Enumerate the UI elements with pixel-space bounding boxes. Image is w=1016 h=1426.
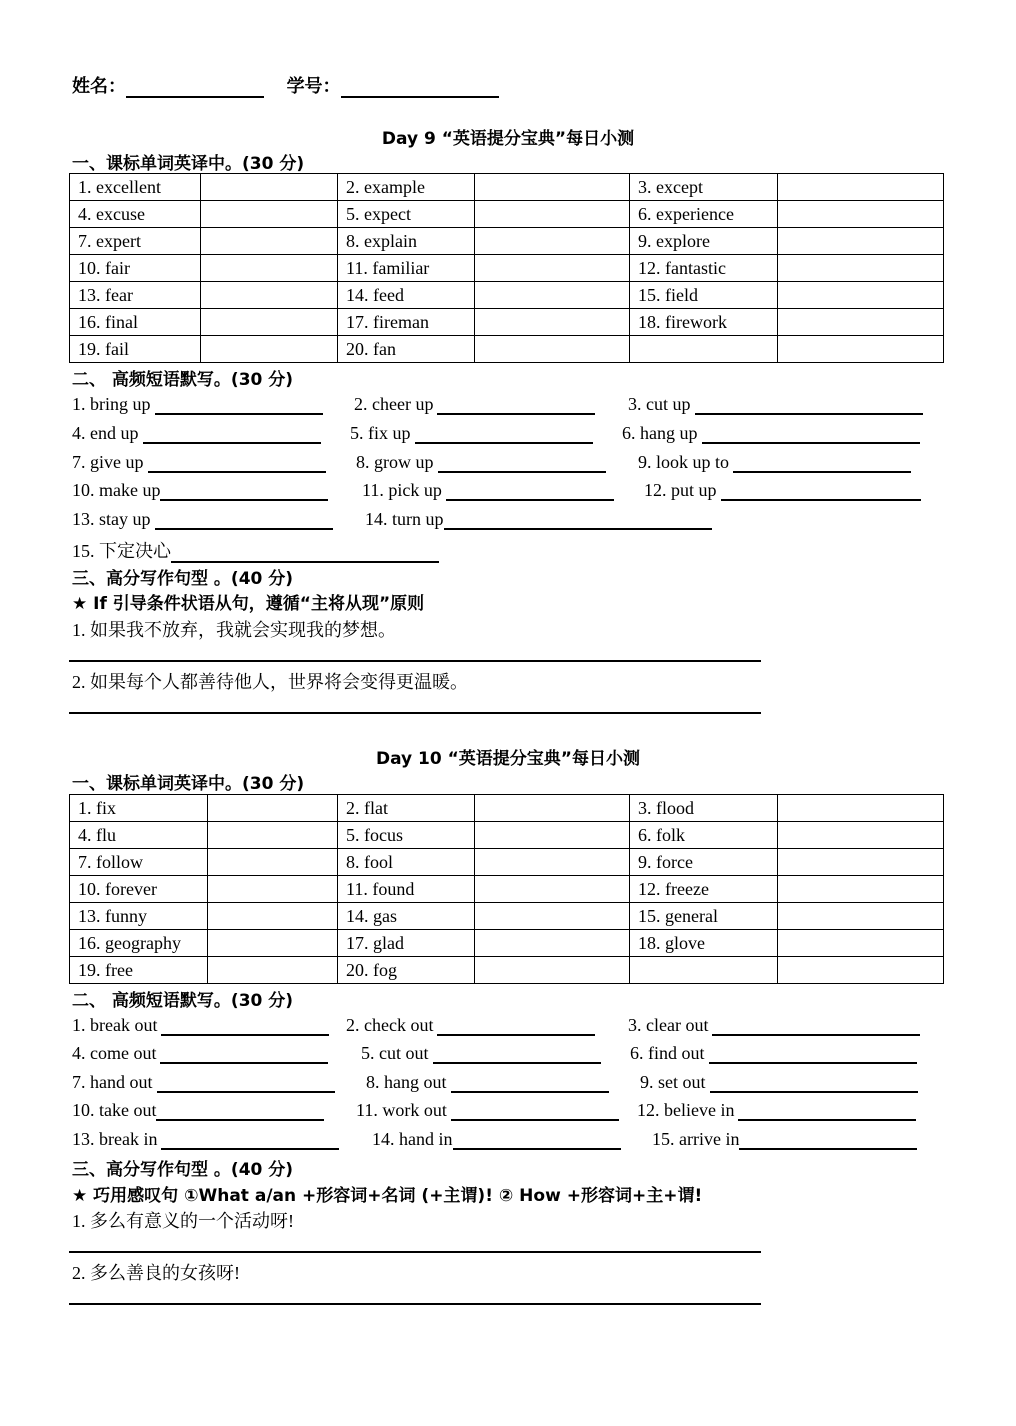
vocab-word: 7. expert: [70, 228, 201, 255]
vocab-answer-cell[interactable]: [475, 903, 630, 930]
answer-blank[interactable]: [160, 1046, 328, 1064]
vocab-word: 9. force: [630, 849, 778, 876]
vocab-word: 6. folk: [630, 822, 778, 849]
day9-phrase-9: 9. look up to: [638, 452, 911, 473]
vocab-row: [70, 903, 944, 930]
vocab-row: [70, 309, 944, 336]
day10-section2-heading: 二、 高频短语默写。(30 分): [72, 991, 294, 1011]
student-info-line: [72, 72, 499, 98]
vocab-word: 12. freeze: [630, 876, 778, 903]
vocab-answer-cell[interactable]: [208, 957, 338, 984]
day10-section1-heading: 一、课标单词英译中。(30 分): [72, 774, 305, 794]
vocab-answer-cell[interactable]: [778, 336, 944, 363]
vocab-word: [630, 336, 778, 363]
vocab-word: 8. fool: [338, 849, 475, 876]
vocab-word: 11. found: [338, 876, 475, 903]
student-id-blank[interactable]: [341, 78, 499, 98]
answer-blank[interactable]: [437, 397, 595, 415]
day10-answer-line-2[interactable]: [69, 1303, 761, 1305]
answer-blank[interactable]: [415, 426, 593, 444]
vocab-answer-cell[interactable]: [201, 174, 338, 201]
answer-blank[interactable]: [143, 426, 321, 444]
answer-blank[interactable]: [451, 1075, 609, 1093]
day10-phrase-13: 13. break in: [72, 1129, 339, 1150]
day9-answer-line-2[interactable]: [69, 712, 761, 714]
answer-blank[interactable]: [712, 1018, 920, 1036]
vocab-word: 16. final: [70, 309, 201, 336]
vocab-word: 4. excuse: [70, 201, 201, 228]
vocab-answer-cell[interactable]: [778, 849, 944, 876]
vocab-answer-cell[interactable]: [208, 849, 338, 876]
vocab-answer-cell[interactable]: [778, 282, 944, 309]
vocab-answer-cell[interactable]: [208, 822, 338, 849]
vocab-row: [70, 930, 944, 957]
vocab-row: [70, 795, 944, 822]
vocab-answer-cell[interactable]: [778, 903, 944, 930]
answer-blank[interactable]: [453, 1132, 621, 1150]
vocab-answer-cell[interactable]: [778, 228, 944, 255]
answer-blank[interactable]: [155, 397, 323, 415]
vocab-word: 19. free: [70, 957, 208, 984]
day9-section1-heading: 一、课标单词英译中。(30 分): [72, 154, 305, 174]
vocab-answer-cell[interactable]: [475, 255, 630, 282]
day9-grammar-tip: ★ If 引导条件状语从句，遵循“主将从现”原则: [72, 594, 425, 614]
vocab-answer-cell[interactable]: [475, 849, 630, 876]
day10-phrase-4: 4. come out: [72, 1043, 328, 1064]
vocab-word: 16. geography: [70, 930, 208, 957]
answer-blank[interactable]: [437, 1018, 595, 1036]
answer-blank[interactable]: [709, 1046, 917, 1064]
vocab-word: 15. general: [630, 903, 778, 930]
vocab-word: 14. gas: [338, 903, 475, 930]
vocab-word: 18. firework: [630, 309, 778, 336]
day10-phrase-9: 9. set out: [640, 1072, 918, 1093]
vocab-word: 5. focus: [338, 822, 475, 849]
day10-phrase-14: 14. hand in: [372, 1129, 621, 1150]
vocab-answer-cell[interactable]: [778, 255, 944, 282]
name-blank[interactable]: [126, 78, 264, 98]
day10-phrase-1: 1. break out: [72, 1015, 329, 1036]
vocab-answer-cell[interactable]: [778, 957, 944, 984]
vocab-word: 17. fireman: [338, 309, 475, 336]
vocab-word: 13. fear: [70, 282, 201, 309]
answer-blank[interactable]: [433, 1046, 601, 1064]
day10-phrase-12: 12. believe in: [637, 1100, 916, 1121]
day10-phrase-2: 2. check out: [346, 1015, 595, 1036]
answer-blank[interactable]: [451, 1103, 619, 1121]
day10-phrase-6: 6. find out: [630, 1043, 917, 1064]
vocab-answer-cell[interactable]: [475, 336, 630, 363]
vocab-word: 9. explore: [630, 228, 778, 255]
answer-blank[interactable]: [160, 483, 328, 501]
vocab-answer-cell[interactable]: [208, 876, 338, 903]
vocab-answer-cell[interactable]: [778, 795, 944, 822]
day10-vocab-table: [69, 794, 944, 984]
vocab-answer-cell[interactable]: [475, 795, 630, 822]
vocab-row: [70, 876, 944, 903]
vocab-answer-cell[interactable]: [201, 228, 338, 255]
day9-phrase-7: 7. give up: [72, 452, 326, 473]
vocab-word: 10. forever: [70, 876, 208, 903]
vocab-answer-cell[interactable]: [475, 930, 630, 957]
vocab-answer-cell[interactable]: [201, 336, 338, 363]
answer-blank[interactable]: [444, 512, 712, 530]
vocab-answer-cell[interactable]: [201, 309, 338, 336]
answer-blank[interactable]: [161, 1018, 329, 1036]
name-label: 姓名：: [72, 76, 126, 97]
vocab-answer-cell[interactable]: [778, 309, 944, 336]
vocab-row: [70, 336, 944, 363]
vocab-word: 1. excellent: [70, 174, 201, 201]
answer-blank[interactable]: [148, 455, 326, 473]
day9-sentence-2: 2. 如果每个人都善待他人，世界将会变得更温暖。: [72, 672, 468, 692]
answer-blank[interactable]: [161, 1132, 339, 1150]
vocab-answer-cell[interactable]: [475, 957, 630, 984]
answer-blank[interactable]: [155, 512, 333, 530]
vocab-word: 8. explain: [338, 228, 475, 255]
vocab-row: [70, 255, 944, 282]
vocab-answer-cell[interactable]: [475, 228, 630, 255]
vocab-answer-cell[interactable]: [208, 930, 338, 957]
vocab-answer-cell[interactable]: [208, 795, 338, 822]
day9-phrase-8: 8. grow up: [356, 452, 606, 473]
vocab-row: [70, 228, 944, 255]
vocab-word: 20. fan: [338, 336, 475, 363]
day10-phrase-8: 8. hang out: [366, 1072, 609, 1093]
day9-phrase-12: 12. put up: [644, 480, 921, 501]
vocab-answer-cell[interactable]: [201, 282, 338, 309]
day10-phrase-3: 3. clear out: [628, 1015, 920, 1036]
vocab-row: [70, 957, 944, 984]
day9-title: Day 9 “英语提分宝典”每日小测: [381, 129, 635, 149]
day10-sentence-1: 1. 多么有意义的一个活动呀!: [72, 1211, 294, 1231]
vocab-word: [630, 957, 778, 984]
vocab-answer-cell[interactable]: [778, 822, 944, 849]
vocab-word: 5. expect: [338, 201, 475, 228]
vocab-word: 18. glove: [630, 930, 778, 957]
day9-phrase-10: 10. make up: [72, 480, 328, 501]
vocab-row: [70, 849, 944, 876]
answer-blank[interactable]: [721, 483, 921, 501]
day10-phrase-11: 11. work out: [356, 1100, 619, 1121]
day9-answer-line-1[interactable]: [69, 660, 761, 662]
student-id-label: 学号：: [286, 76, 341, 97]
vocab-answer-cell[interactable]: [778, 930, 944, 957]
vocab-answer-cell[interactable]: [778, 201, 944, 228]
day10-answer-line-1[interactable]: [69, 1251, 761, 1253]
vocab-word: 4. flu: [70, 822, 208, 849]
vocab-word: 17. glad: [338, 930, 475, 957]
answer-blank[interactable]: [738, 1103, 916, 1121]
answer-blank[interactable]: [710, 1075, 918, 1093]
day10-phrase-5: 5. cut out: [361, 1043, 601, 1064]
vocab-answer-cell[interactable]: [475, 201, 630, 228]
answer-blank[interactable]: [171, 545, 439, 563]
vocab-word: 14. feed: [338, 282, 475, 309]
vocab-answer-cell[interactable]: [778, 876, 944, 903]
vocab-word: 19. fail: [70, 336, 201, 363]
vocab-word: 20. fog: [338, 957, 475, 984]
answer-blank[interactable]: [702, 426, 920, 444]
vocab-answer-cell[interactable]: [778, 174, 944, 201]
vocab-row: [70, 822, 944, 849]
vocab-word: 10. fair: [70, 255, 201, 282]
vocab-word: 3. except: [630, 174, 778, 201]
day9-phrase-3: 3. cut up: [628, 394, 923, 415]
vocab-answer-cell[interactable]: [475, 282, 630, 309]
day9-phrase-11: 11. pick up: [362, 480, 614, 501]
day9-section3-heading: 三、高分写作句型 。(40 分): [72, 569, 294, 589]
vocab-answer-cell[interactable]: [201, 201, 338, 228]
vocab-word: 6. experience: [630, 201, 778, 228]
day9-section2-heading: 二、 高频短语默写。(30 分): [72, 370, 294, 390]
vocab-answer-cell[interactable]: [475, 309, 630, 336]
vocab-row: [70, 282, 944, 309]
answer-blank[interactable]: [156, 1103, 324, 1121]
vocab-row: [70, 174, 944, 201]
vocab-word: 2. flat: [338, 795, 475, 822]
vocab-answer-cell[interactable]: [201, 255, 338, 282]
vocab-answer-cell[interactable]: [475, 876, 630, 903]
day9-phrase-4: 4. end up: [72, 423, 321, 444]
answer-blank[interactable]: [438, 455, 606, 473]
answer-blank[interactable]: [733, 455, 911, 473]
vocab-word: 3. flood: [630, 795, 778, 822]
answer-blank[interactable]: [157, 1075, 335, 1093]
answer-blank[interactable]: [739, 1132, 917, 1150]
day9-phrase-5: 5. fix up: [350, 423, 593, 444]
day9-sentence-1: 1. 如果我不放弃，我就会实现我的梦想。: [72, 620, 396, 640]
day9-phrase-13: 13. stay up: [72, 509, 333, 530]
vocab-word: 2. example: [338, 174, 475, 201]
day10-title: Day 10 “英语提分宝典”每日小测: [376, 749, 640, 769]
day10-sentence-2: 2. 多么善良的女孩呀!: [72, 1263, 240, 1283]
vocab-answer-cell[interactable]: [208, 903, 338, 930]
day9-phrase-6: 6. hang up: [622, 423, 920, 444]
day10-grammar-tip: ★ 巧用感叹句 ①What a/an +形容词+名词 (+主谓)! ② How +形容词+主+谓!: [72, 1186, 703, 1206]
vocab-word: 13. funny: [70, 903, 208, 930]
answer-blank[interactable]: [446, 483, 614, 501]
vocab-word: 7. follow: [70, 849, 208, 876]
day9-vocab-table: [69, 173, 944, 363]
vocab-word: 1. fix: [70, 795, 208, 822]
day10-phrase-7: 7. hand out: [72, 1072, 335, 1093]
day9-phrase-2: 2. cheer up: [354, 394, 595, 415]
answer-blank[interactable]: [695, 397, 923, 415]
vocab-answer-cell[interactable]: [475, 174, 630, 201]
day10-phrase-10: 10. take out: [72, 1100, 324, 1121]
day9-phrase-1: 1. bring up: [72, 394, 323, 415]
vocab-word: 12. fantastic: [630, 255, 778, 282]
vocab-word: 11. familiar: [338, 255, 475, 282]
vocab-answer-cell[interactable]: [475, 822, 630, 849]
day9-phrase-15: 15. 下定决心: [72, 537, 439, 563]
day9-phrase-14: 14. turn up: [365, 509, 712, 530]
vocab-word: 15. field: [630, 282, 778, 309]
day10-phrase-15: 15. arrive in: [652, 1129, 917, 1150]
day10-section3-heading: 三、高分写作句型 。(40 分): [72, 1160, 294, 1180]
vocab-row: [70, 201, 944, 228]
